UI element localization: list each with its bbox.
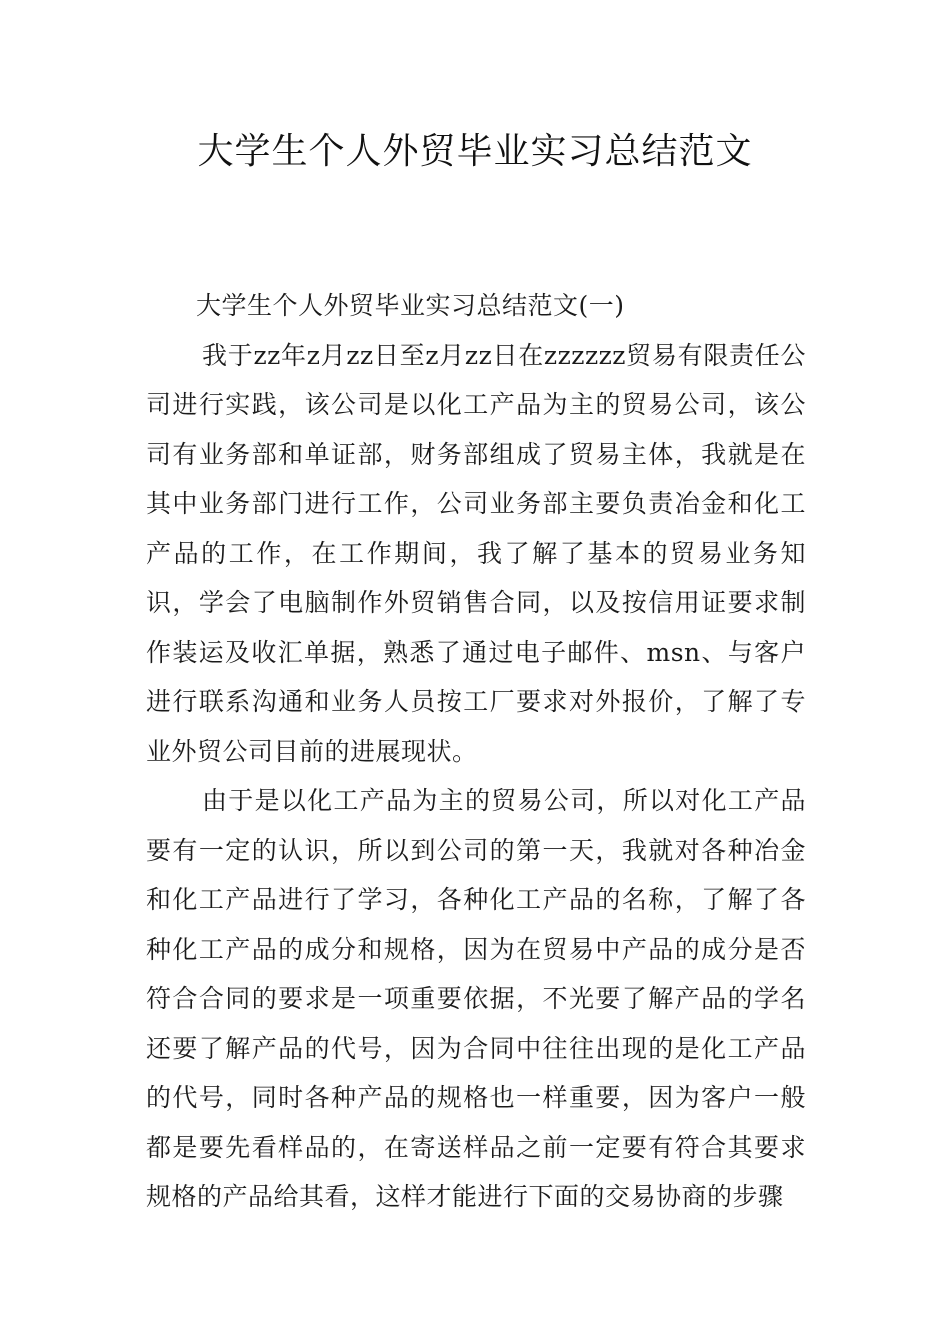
document-title: 大学生个人外贸毕业实习总结范文 xyxy=(197,131,753,172)
document-body xyxy=(146,281,806,1222)
paragraph-2: 由于是以化工产品为主的贸易公司，所以对化工产品要有一定的认识，所以到公司的第一天，我就对各种冶金和化工产品进行了学习，各种化工产品的名称，了解了各种化工产品的成分和规格，因为在贸易中产品的成分是否符合合同的要求是一项重要依据，不光要了解产品的学名还要了解产品的代号，因为合同中往往出现的是化工产品的代号，同时各种产品的规格也一样重要，因为客户一般都是要先看样品的，在寄送样品之前一定要有符合其要求规格的产品给其看，这样才能进行下面的交易协商的步骤 xyxy=(146,786,806,1211)
section-heading: 大学生个人外贸毕业实习总结范文(一) xyxy=(196,291,625,320)
paragraph-1: 我于zz年z月zz日至z月zz日在zzzzzz贸易有限责任公司进行实践，该公司是以化工产品为主的贸易公司，该公司有业务部和单证部，财务部组成了贸易主体，我就是在其中业务部门进行工作，公司业务部主要负责冶金和化工产品的工作，在工作期间，我了解了基本的贸易业务知识，学会了电脑制作外贸销售合同，以及按信用证要求制作装运及收汇单据，熟悉了通过电子邮件、msn、与客户进行联系沟通和业务人员按工厂要求对外报价，了解了专业外贸公司目前的进展现状。 xyxy=(146,340,806,766)
